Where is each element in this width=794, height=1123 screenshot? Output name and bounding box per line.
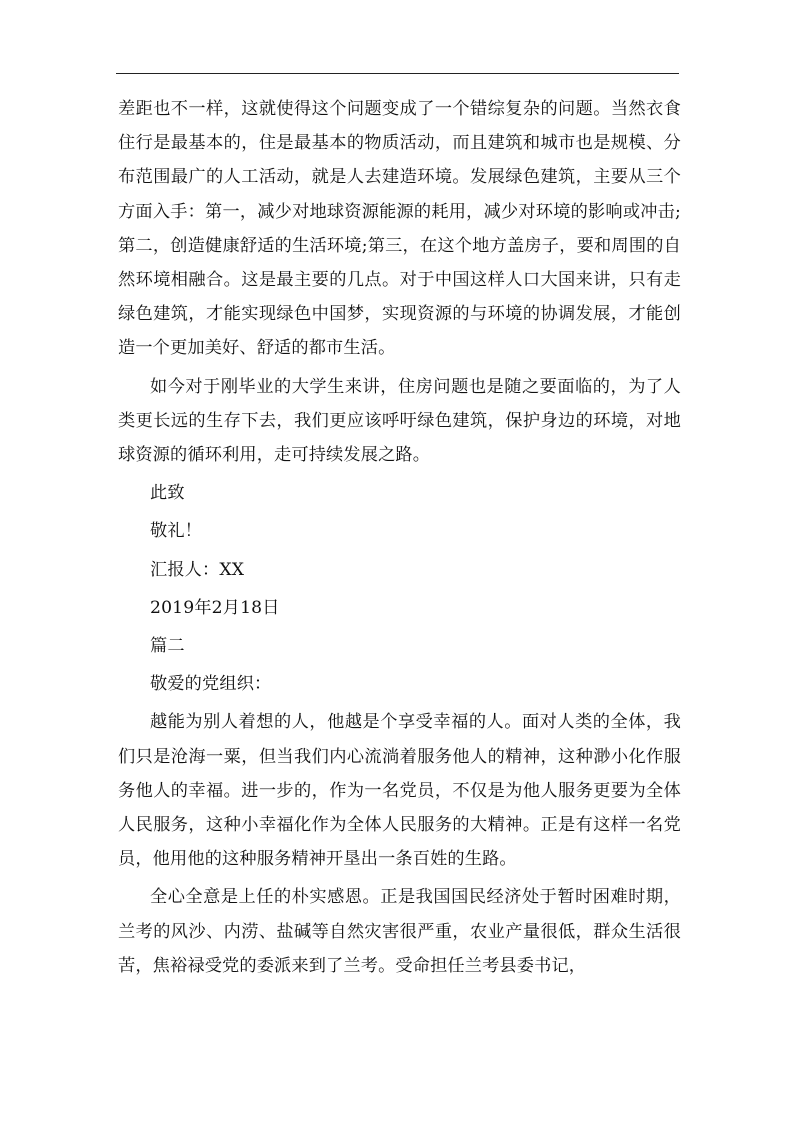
closing-line: 此致: [150, 483, 185, 504]
paragraph-3: 越能为别人着想的人，他越是个享受幸福的人。面对人类的全体，我们只是沧海一粟，但当我们内心流淌着服务他人的精神，这种渺小化作服务他人的幸福。进一步的，作为一名党员，不仅是为他人服务更要为全体人民服务，这种小幸福化作为全体人民服务的大精神。正是有这样一名党员，他用他的这种服务精神开垦出一条百姓的生路。: [118, 712, 681, 870]
section-heading: 篇二: [150, 636, 185, 657]
paragraph-4: 全心全意是上任的朴实感恩。正是我国国民经济处于暂时困难时期，兰考的风沙、内涝、盐碱等自然灾害很严重，农业产量很低，群众生活很苦，焦裕禄受党的委派来到了兰考。受命担任兰考县委书记，: [118, 887, 681, 976]
salutation: 敬爱的党组织：: [150, 674, 272, 695]
header-rule: [116, 73, 679, 74]
document-body: [118, 92, 681, 983]
salute-line: 敬礼！: [150, 521, 203, 542]
date-line: 2019年2月18日: [150, 597, 280, 618]
paragraph-1: 差距也不一样，这就使得这个问题变成了一个错综复杂的问题。当然衣食住行是最基本的，住是最基本的物质活动，而且建筑和城市也是规模、分布范围最广的人工活动，就是人去建造环境。发展绿色建筑，主要从三个方面入手：第一，减少对地球资源能源的耗用，减少对环境的影响或冲击;第二，创造健康舒适的生活环境;第三，在这个地方盖房子，要和周围的自然环境相融合。这是最主要的几点。对于中国这样人口大国来讲，只有走绿色建筑，才能实现绿色中国梦，实现资源的与环境的协调发展，才能创造一个更加美好、舒适的都市生活。: [118, 99, 681, 359]
reporter-line: 汇报人：XX: [150, 559, 245, 580]
paragraph-2: 如今对于刚毕业的大学生来讲，住房问题也是随之要面临的，为了人类更长远的生存下去，我们更应该呼吁绿色建筑，保护身边的环境，对地球资源的循环利用，走可持续发展之路。: [118, 376, 681, 466]
